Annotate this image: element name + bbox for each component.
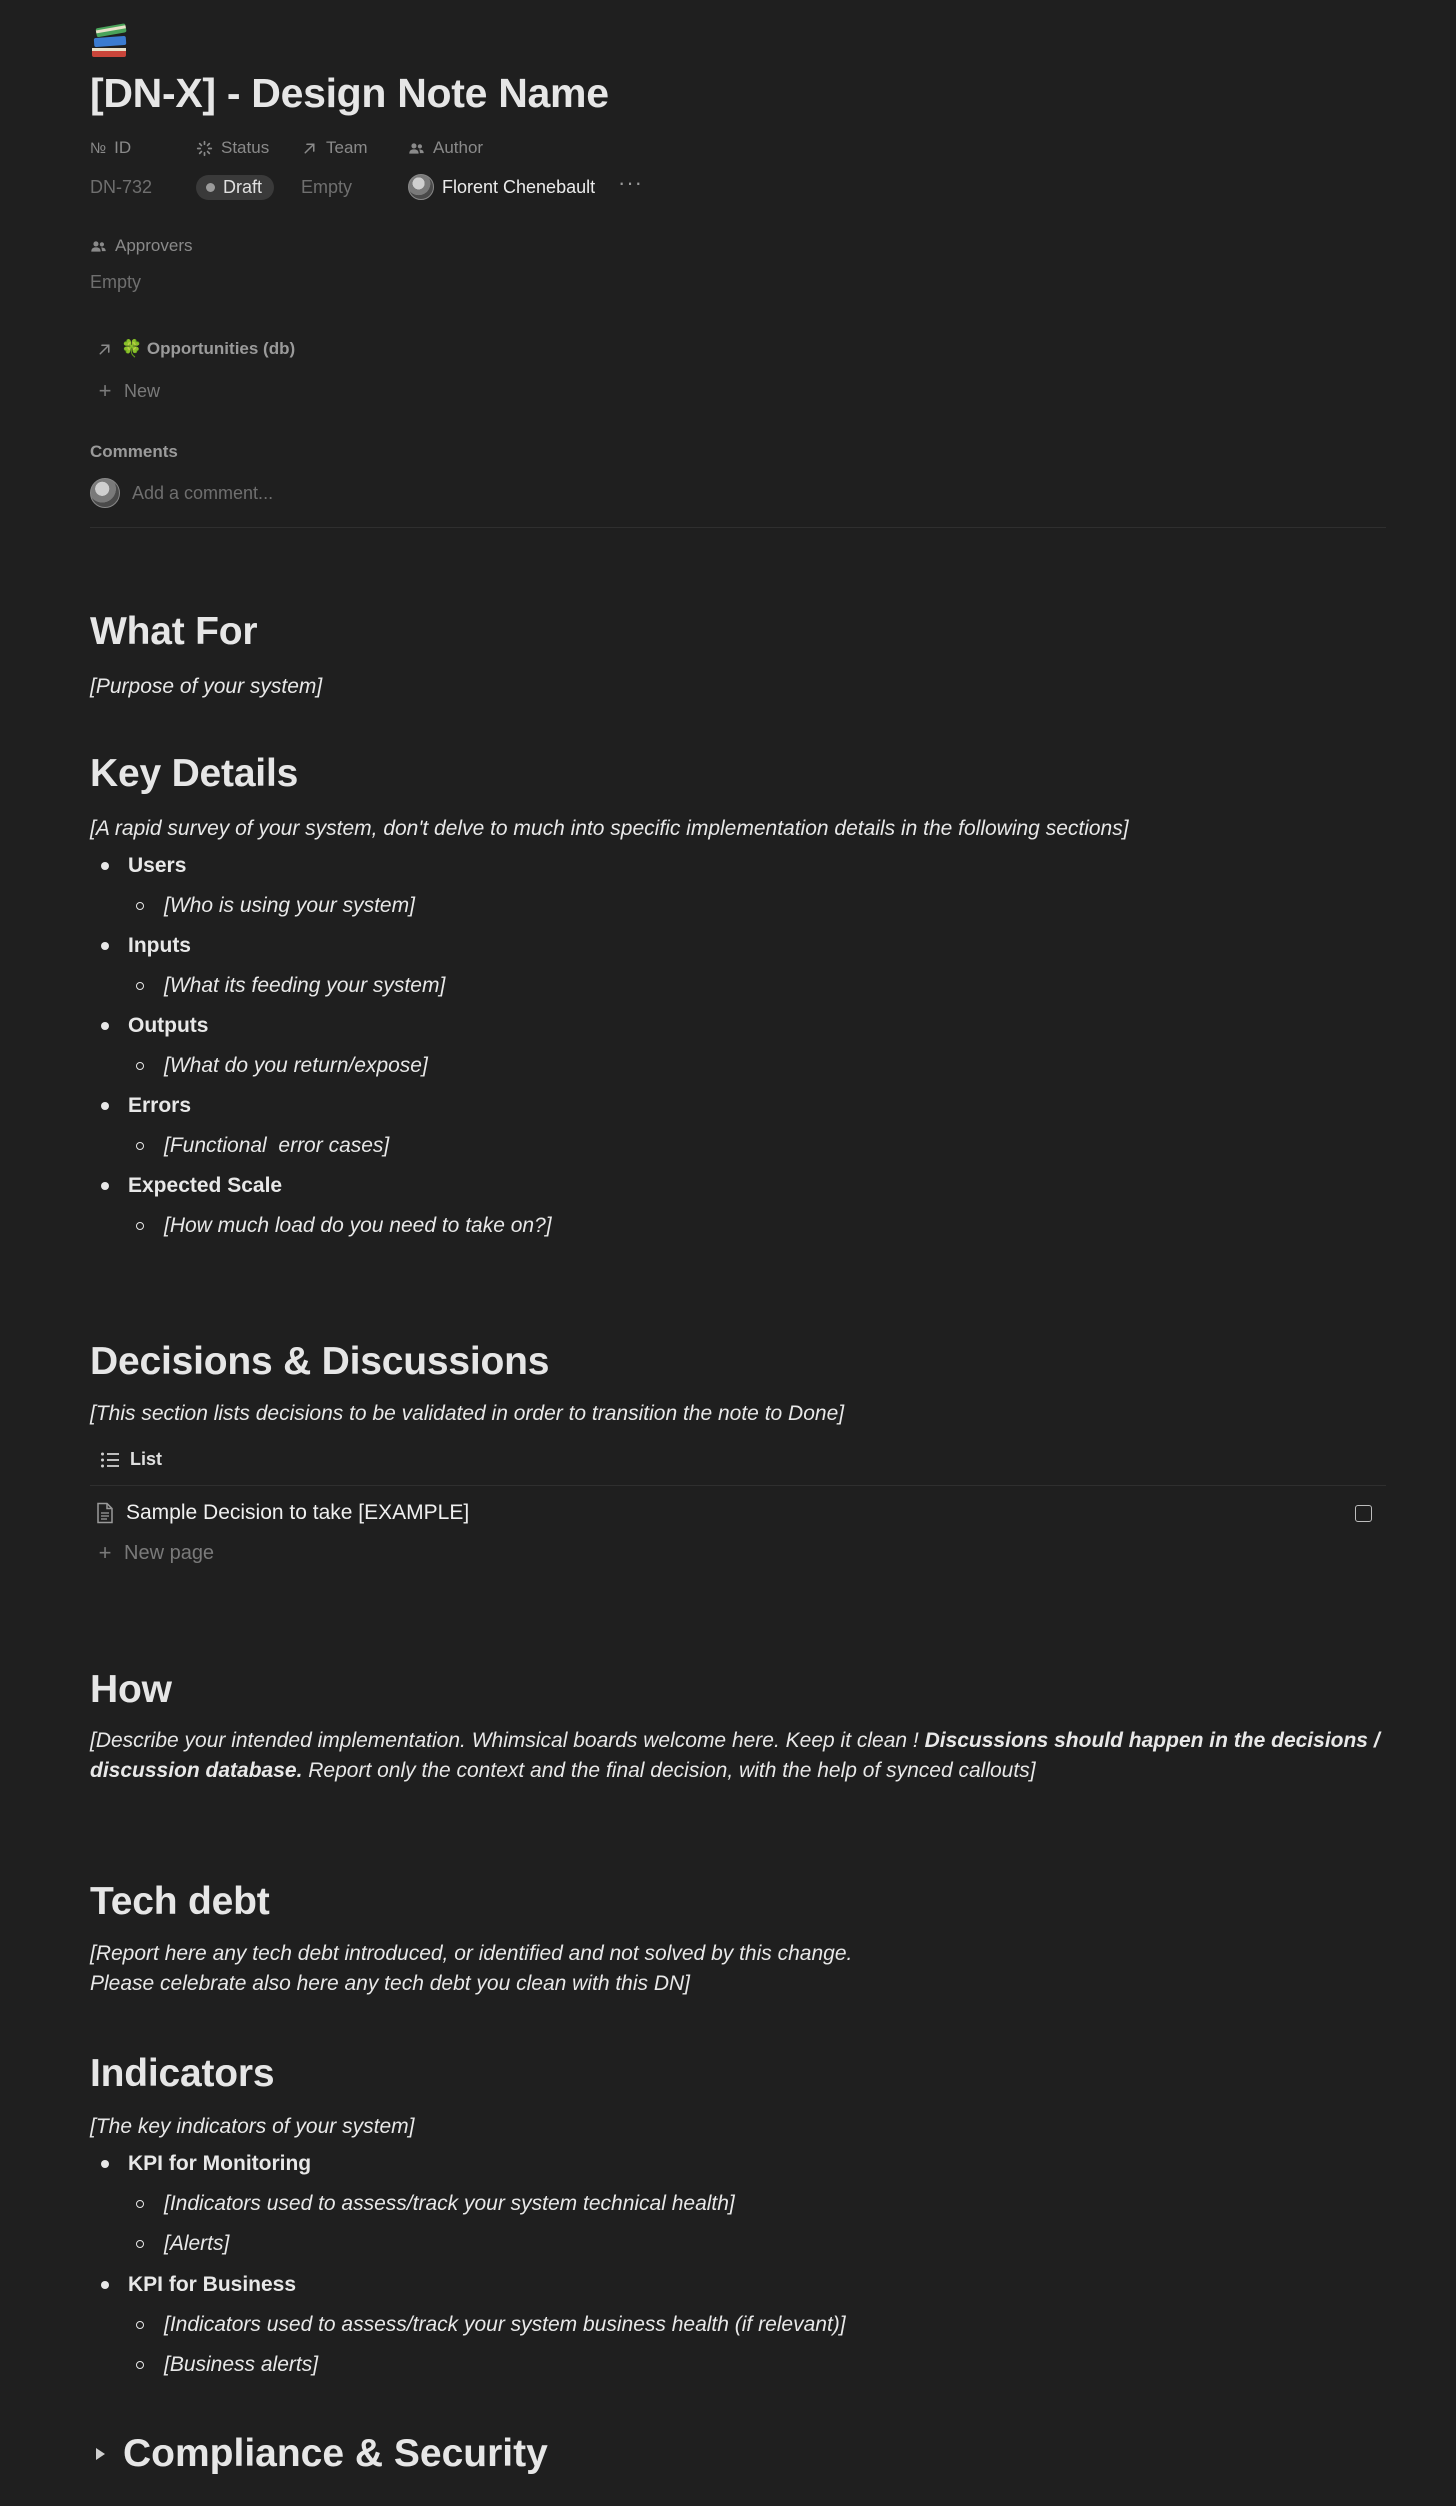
tech-debt-line-1[interactable]: [Report here any tech debt introduced, or identified and not solved by this change.	[90, 1942, 853, 1965]
database-row[interactable]	[96, 1496, 1382, 1530]
opportunities-relation[interactable]	[96, 339, 295, 359]
status-spinner-icon	[196, 140, 213, 157]
people-icon	[90, 238, 107, 255]
list-item-label: KPI for Business	[128, 2273, 297, 2296]
comment-input[interactable]: Add a comment...	[132, 482, 274, 503]
what-for-text[interactable]: [Purpose of your system]	[90, 675, 323, 698]
list-item-outputs[interactable]	[101, 1014, 208, 1038]
list-subitem[interactable]	[136, 2313, 846, 2337]
bullet-icon	[101, 862, 109, 870]
relation-arrow-icon	[96, 341, 113, 358]
plus-icon: +	[98, 378, 112, 403]
heading-what-for[interactable]: What For	[90, 610, 258, 653]
decisions-text[interactable]: [This section lists decisions to be validated in order to transition the note to Done]	[90, 1402, 845, 1425]
toggle-heading-compliance[interactable]	[96, 2432, 548, 2476]
database-divider	[90, 1485, 1386, 1486]
bullet-hollow-icon	[136, 2200, 144, 2208]
bullet-hollow-icon	[136, 2361, 144, 2369]
list-item-kpi-business[interactable]	[101, 2273, 296, 2297]
view-tab-list[interactable]	[100, 1449, 162, 1470]
list-item-label: KPI for Monitoring	[128, 2152, 312, 2175]
list-subitem-text: [Who is using your system]	[164, 894, 415, 917]
list-item-inputs[interactable]	[101, 934, 191, 958]
list-item-label: Inputs	[128, 934, 191, 957]
list-subitem[interactable]	[136, 2192, 735, 2216]
heading-tech-debt[interactable]: Tech debt	[90, 1880, 270, 1923]
list-subitem-text: [Alerts]	[164, 2232, 230, 2255]
comments-label: Comments	[90, 442, 178, 461]
list-icon	[100, 1451, 120, 1469]
current-user-avatar	[90, 478, 120, 508]
list-item-users[interactable]	[101, 854, 186, 878]
heading-key-details[interactable]: Key Details	[90, 752, 299, 795]
list-subitem[interactable]	[136, 1214, 552, 1238]
property-id[interactable]	[90, 138, 152, 200]
opportunities-label: 🍀 Opportunities (db)	[121, 339, 296, 358]
list-subitem[interactable]	[136, 2353, 318, 2377]
list-subitem-text: [Indicators used to assess/track your system business health (if relevant)]	[164, 2313, 846, 2336]
new-page-button[interactable]	[96, 1540, 214, 1566]
tech-debt-line-2[interactable]: Please celebrate also here any tech debt you clean with this DN]	[90, 1972, 691, 1995]
comment-composer[interactable]	[90, 478, 273, 508]
relation-arrow-icon	[301, 140, 318, 157]
list-subitem-text: [What do you return/expose]	[164, 1054, 428, 1077]
bullet-icon	[101, 2281, 109, 2289]
heading-compliance[interactable]: Compliance & Security	[123, 2432, 548, 2475]
opportunities-new-label: New	[124, 380, 161, 401]
header-divider	[90, 527, 1386, 528]
list-subitem-text: [Indicators used to assess/track your system technical health]	[164, 2192, 735, 2215]
list-subitem-text: [What its feeding your system]	[164, 974, 446, 997]
property-id-label: ID	[114, 138, 132, 157]
list-item-label: Errors	[128, 1094, 192, 1117]
list-item-label: Users	[128, 854, 187, 877]
heading-decisions[interactable]: Decisions & Discussions	[90, 1340, 550, 1383]
list-subitem-text: [How much load do you need to take on?]	[164, 1214, 552, 1237]
view-tab-label: List	[130, 1449, 163, 1469]
bullet-hollow-icon	[136, 2321, 144, 2329]
bullet-hollow-icon	[136, 1062, 144, 1070]
property-status[interactable]	[196, 138, 274, 200]
author-name[interactable]: Florent Chenebault	[442, 176, 596, 197]
list-subitem-text: [Business alerts]	[164, 2353, 319, 2376]
new-page-label: New page	[124, 1541, 215, 1564]
plus-icon: +	[98, 1540, 112, 1565]
property-status-label: Status	[221, 138, 270, 157]
bullet-icon	[101, 2160, 109, 2168]
heading-how[interactable]: How	[90, 1668, 172, 1711]
list-subitem-text: [Functional error cases]	[164, 1134, 390, 1157]
row-checkbox[interactable]	[1355, 1505, 1372, 1522]
status-dot-icon	[206, 183, 215, 192]
number-sign-icon: №	[90, 139, 107, 157]
property-team[interactable]	[301, 138, 368, 200]
bullet-hollow-icon	[136, 902, 144, 910]
status-badge-text: Draft	[223, 176, 263, 197]
bullet-icon	[101, 1102, 109, 1110]
list-subitem[interactable]	[136, 1134, 389, 1158]
indicators-text[interactable]: [The key indicators of your system]	[90, 2115, 415, 2138]
property-approvers[interactable]	[90, 236, 192, 293]
more-properties-button[interactable]: ···	[618, 170, 643, 195]
status-badge[interactable]	[196, 175, 274, 200]
toggle-triangle-icon[interactable]	[96, 2448, 105, 2460]
page-icon	[96, 1502, 114, 1524]
bullet-hollow-icon	[136, 1142, 144, 1150]
heading-indicators[interactable]: Indicators	[90, 2052, 275, 2095]
property-author-label: Author	[433, 138, 484, 157]
bullet-hollow-icon	[136, 2240, 144, 2248]
list-subitem[interactable]	[136, 894, 415, 918]
list-item-label: Expected Scale	[128, 1174, 283, 1197]
bullet-icon	[101, 942, 109, 950]
property-team-value: Empty	[301, 176, 353, 197]
how-text[interactable]	[90, 1726, 1386, 1786]
list-subitem[interactable]	[136, 1054, 428, 1078]
bullet-icon	[101, 1182, 109, 1190]
bullet-hollow-icon	[136, 1222, 144, 1230]
page-title[interactable]: [DN-X] - Design Note Name	[90, 70, 609, 116]
property-approvers-label: Approvers	[115, 236, 193, 255]
how-text-bold: Discussions should happen in the decisions / discussion database.	[90, 1729, 1380, 1782]
property-id-value: DN-732	[90, 176, 153, 197]
list-item-kpi-monitoring[interactable]	[101, 2152, 311, 2176]
property-approvers-value: Empty	[90, 272, 142, 292]
opportunities-new-button[interactable]	[96, 378, 160, 404]
list-item-label: Outputs	[128, 1014, 209, 1037]
key-details-text[interactable]: [A rapid survey of your system, don't delve to much into specific implementation details in the following sections]	[90, 817, 1129, 840]
list-subitem[interactable]	[136, 2232, 229, 2256]
how-text-part: Report only the context and the final decision, with the help of synced callouts]	[302, 1759, 1036, 1782]
author-avatar[interactable]	[408, 174, 434, 200]
how-text-part: [Describe your intended implementation. Whimsical boards welcome here. Keep it clean !	[90, 1729, 925, 1752]
property-team-label: Team	[326, 138, 368, 157]
list-item-errors[interactable]	[101, 1094, 191, 1118]
bullet-icon	[101, 1022, 109, 1030]
property-author[interactable]	[408, 138, 595, 200]
bullet-hollow-icon	[136, 982, 144, 990]
people-icon	[408, 140, 425, 157]
list-subitem[interactable]	[136, 974, 445, 998]
database-row-title[interactable]: Sample Decision to take [EXAMPLE]	[126, 1501, 470, 1524]
list-item-expected-scale[interactable]	[101, 1174, 282, 1198]
books-icon	[90, 18, 130, 60]
